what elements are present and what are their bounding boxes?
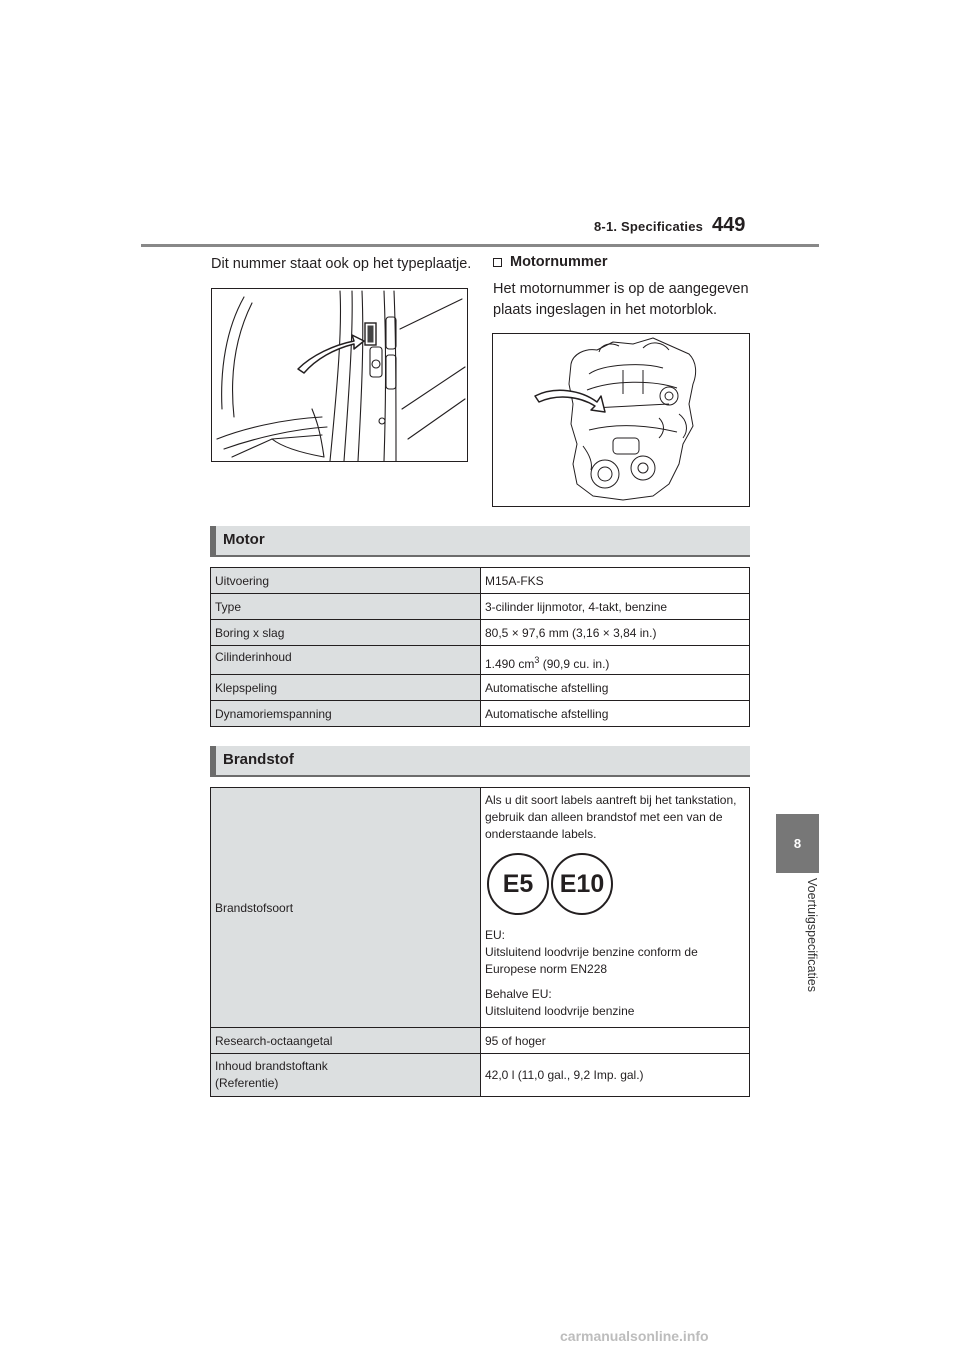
fuel-spec-table — [210, 787, 750, 1097]
section-title: 8-1. Specificaties — [594, 219, 704, 234]
spec-label — [211, 1054, 481, 1097]
spec-value: 3-cilinder lijnmotor, 4-takt, benzine — [481, 594, 750, 620]
spec-value: 42,0 l (11,0 gal., 9,2 Imp. gal.) — [481, 1054, 750, 1097]
fuel-intro-line: Als u dit soort labels aantreft bij het tankstation, — [485, 793, 737, 807]
engine-number-heading-text: Motornummer — [510, 254, 608, 270]
table-row — [211, 701, 750, 727]
table-row — [211, 788, 750, 1028]
non-eu-label: Behalve EU: — [485, 987, 552, 1001]
table-row — [211, 675, 750, 701]
non-eu-fuel-note — [485, 986, 745, 1020]
spec-value: Automatische afstelling — [481, 701, 750, 727]
spec-value: 80,5 × 97,6 mm (3,16 × 3,84 in.) — [481, 620, 750, 646]
spec-label: Uitvoering — [211, 568, 481, 594]
fuel-intro-line: onderstaande labels. — [485, 827, 597, 841]
spec-label-line: Inhoud brandstoftank — [215, 1059, 328, 1073]
engine-drawing — [493, 334, 749, 506]
fuel-section-title: Brandstof — [223, 751, 294, 768]
motor-spec-table — [210, 567, 750, 727]
e5-fuel-badge: E5 — [487, 853, 549, 915]
chapter-title: Voertuigspecificaties — [805, 878, 819, 992]
watermark: carmanualsonline.info — [560, 1328, 709, 1344]
engine-illustration — [492, 333, 750, 507]
section-accent-bar — [210, 526, 216, 555]
non-eu-text: Uitsluitend loodvrije benzine — [485, 1004, 635, 1018]
spec-label: Boring x slag — [211, 620, 481, 646]
chapter-number: 8 — [793, 836, 802, 851]
spec-value: M15A-FKS — [481, 568, 750, 594]
spec-value — [481, 646, 750, 675]
spec-label: Brandstofsoort — [211, 788, 481, 1028]
engine-number-line-1: Het motornummer is op de aangegeven — [493, 281, 749, 297]
chapter-title-vertical — [804, 878, 820, 1028]
engine-number-line-2: plaats ingeslagen in het motorblok. — [493, 302, 718, 318]
engine-number-heading — [493, 254, 607, 270]
vin-note: Dit nummer staat ook op het typeplaatje. — [211, 256, 472, 272]
spec-value: 95 of hoger — [481, 1028, 750, 1054]
spec-value — [481, 788, 750, 1028]
page-number: 449 — [712, 214, 746, 236]
eu-text-line: Uitsluitend loodvrije benzine conform de — [485, 945, 698, 959]
table-row — [211, 620, 750, 646]
table-row — [211, 646, 750, 675]
door-pillar-illustration — [211, 288, 468, 462]
motor-section-header — [210, 526, 750, 557]
fuel-intro-line: gebruik dan alleen brandstof met een van de — [485, 810, 723, 824]
spec-label: Type — [211, 594, 481, 620]
spec-label: Klepspeling — [211, 675, 481, 701]
door-pillar-drawing — [212, 289, 467, 461]
section-accent-bar — [210, 746, 216, 775]
chapter-tab — [776, 814, 819, 873]
eu-label: EU: — [485, 928, 506, 942]
table-row — [211, 1054, 750, 1097]
motor-section-title: Motor — [223, 531, 265, 548]
fuel-section-header — [210, 746, 750, 777]
fuel-label-badges — [485, 849, 745, 921]
displacement-value: 1.490 cm — [485, 657, 535, 671]
spec-label: Cilinderinhoud — [211, 646, 481, 675]
spec-label: Research-octaangetal — [211, 1028, 481, 1054]
table-row — [211, 568, 750, 594]
eu-fuel-note — [485, 927, 745, 978]
eu-text-line: Europese norm EN228 — [485, 962, 608, 976]
spec-label: Dynamoriemspanning — [211, 701, 481, 727]
bullet-square-icon — [493, 258, 502, 267]
spec-label-line: (Referentie) — [215, 1076, 279, 1090]
displacement-unit-exponent: 3 — [534, 655, 540, 665]
table-row — [211, 594, 750, 620]
e10-fuel-badge: E10 — [551, 853, 613, 915]
spec-value: Automatische afstelling — [481, 675, 750, 701]
displacement-imperial: (90,9 cu. in.) — [539, 657, 610, 671]
header-divider — [141, 244, 819, 247]
fuel-intro — [485, 792, 745, 843]
table-row — [211, 1028, 750, 1054]
